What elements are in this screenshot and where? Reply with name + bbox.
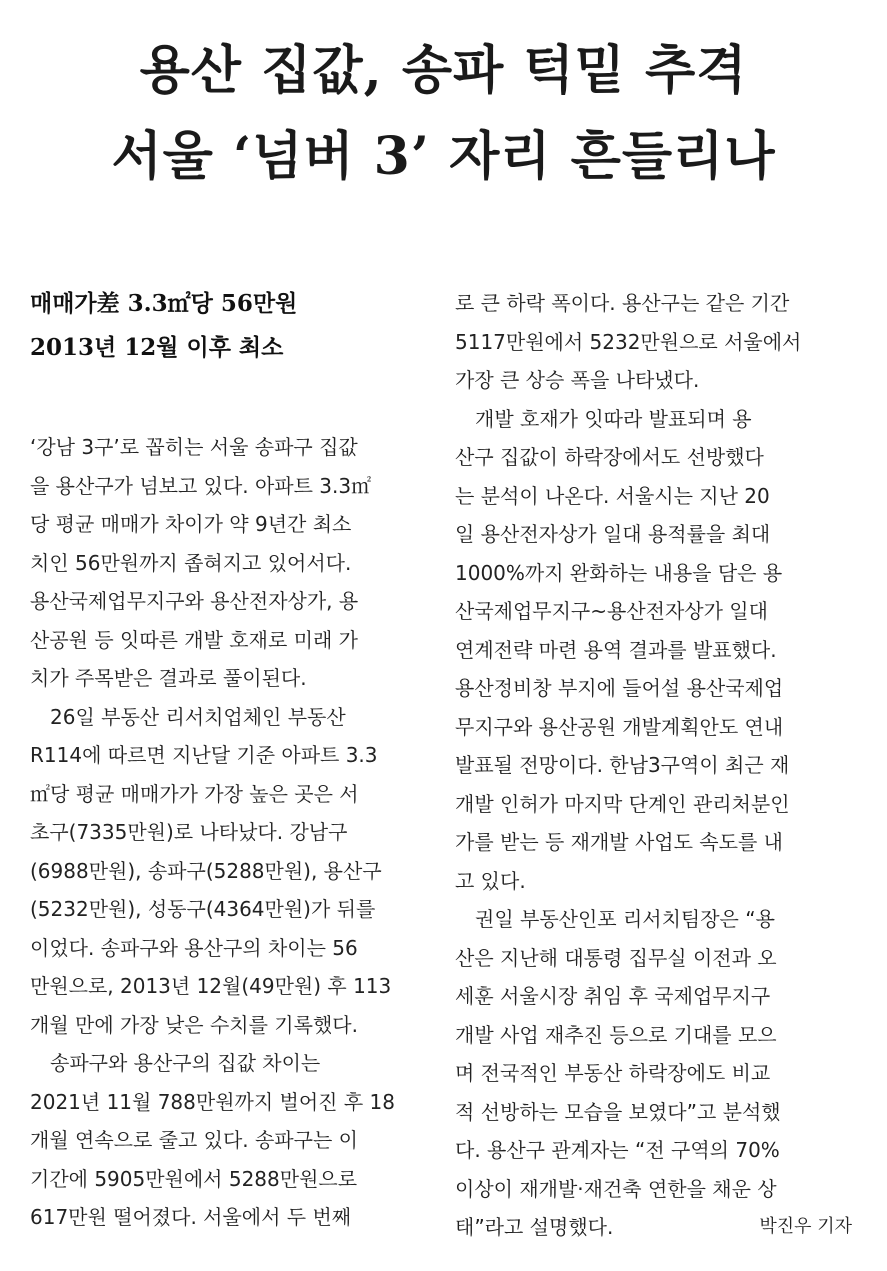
subheadline — [30, 282, 430, 370]
body-text-line: 만원으로, 2013년 12월(49만원) 후 113 — [30, 974, 392, 998]
body-text-line: 개발 호재가 잇따라 발표되며 용 — [455, 406, 752, 431]
left-column — [30, 282, 430, 1237]
body-text-line: 26일 부동산 리서치업체인 부동산 — [30, 704, 346, 729]
body-text-line: 이상이 재개발·재건축 연한을 채운 상 — [455, 1176, 777, 1201]
body-text-line: 초구(7335만원)로 나타났다. 강남구 — [30, 820, 348, 844]
body-text-line: 산은 지난해 대통령 집무실 이전과 오 — [455, 945, 777, 970]
body-text-line: 적 선방하는 모습을 보였다”고 분석했 — [455, 1099, 781, 1124]
body-text-line: 연계전략 마련 용역 결과를 발표했다. — [455, 637, 777, 662]
body-text-line: 산국제업무지구~용산전자상가 일대 — [455, 599, 768, 623]
body-text-line: (6988만원), 송파구(5288만원), 용산구 — [30, 858, 382, 883]
right-column-body — [455, 284, 860, 1208]
body-text-line: 며 전국적인 부동산 하락장에도 비교 — [455, 1061, 771, 1085]
body-text-line: 산구 집값이 하락장에서도 선방했다 — [455, 445, 764, 469]
body-text-line: 다. 용산구 관계자는 “전 구역의 70% — [455, 1138, 780, 1162]
body-text-line: 산공원 등 잇따른 개발 호재로 미래 가 — [30, 627, 358, 652]
body-text-line: 개월 연속으로 줄고 있다. 송파구는 이 — [30, 1128, 358, 1152]
left-column-body — [30, 428, 430, 1237]
body-text-line: ㎡당 평균 매매가가 가장 높은 곳은 서 — [30, 781, 359, 806]
body-text-line: 이었다. 송파구와 용산구의 차이는 56 — [30, 935, 358, 960]
body-text-line: (5232만원), 성동구(4364만원)가 뒤를 — [30, 897, 376, 921]
body-text-line: 권일 부동산인포 리서치팀장은 “용 — [455, 907, 775, 931]
body-text-line: R114에 따르면 지난달 기준 아파트 3.3 — [30, 743, 378, 767]
body-text-line: 1000%까지 완화하는 내용을 담은 용 — [455, 560, 783, 585]
body-text-line: ‘강남 3구’로 꼽히는 서울 송파구 집값 — [30, 435, 358, 459]
headline-line: 서울 ‘넘버 3’ 자리 흔들리나 — [111, 126, 776, 187]
closing-line — [455, 1208, 860, 1247]
body-text-line: 617만원 떨어졌다. 서울에서 두 번째 — [30, 1205, 352, 1229]
subheadline-line: 2013년 12월 이후 최소 — [30, 334, 284, 361]
headline-line: 용산 집값, 송파 턱밑 추격 — [139, 40, 748, 101]
last-line-text: 태”라고 설명했다. — [455, 1215, 614, 1239]
body-text-line: 는 분석이 나온다. 서울시는 지난 20 — [455, 483, 770, 508]
body-text-line: 세훈 서울시장 취임 후 국제업무지구 — [455, 984, 771, 1008]
body-text-line: 5117만원에서 5232만원으로 서울에서 — [455, 329, 802, 354]
byline: 박진우 기자 — [759, 1216, 852, 1237]
body-text-line: 치가 주목받은 결과로 풀이된다. — [30, 666, 307, 690]
headline — [0, 28, 887, 200]
body-text-line: 개발 사업 재추진 등으로 기대를 모으 — [455, 1022, 777, 1047]
body-text-line: 개발 인허가 마지막 단계인 관리처분인 — [455, 791, 790, 816]
body-text-line: 치인 56만원까지 좁혀지고 있어서다. — [30, 550, 352, 575]
body-text-line: 가를 받는 등 재개발 사업도 속도를 내 — [455, 830, 783, 854]
body-text-line: 당 평균 매매가 차이가 약 9년간 최소 — [30, 512, 352, 536]
right-column — [455, 284, 860, 1247]
body-text-line: 기간에 5905만원에서 5288만원으로 — [30, 1166, 358, 1191]
body-text-line: 발표될 전망이다. 한남3구역이 최근 재 — [455, 753, 790, 777]
body-text-line: 용산정비창 부지에 들어설 용산국제업 — [455, 676, 784, 700]
body-text-line: 송파구와 용산구의 집값 차이는 — [30, 1051, 321, 1075]
body-text-line: 을 용산구가 넘보고 있다. 아파트 3.3㎡ — [30, 473, 372, 498]
body-text-line: 용산국제업무지구와 용산전자상가, 용 — [30, 589, 359, 613]
body-text-line: 2021년 11월 788만원까지 벌어진 후 18 — [30, 1089, 395, 1114]
body-text-line: 가장 큰 상승 폭을 나타냈다. — [455, 368, 700, 392]
body-text-line: 일 용산전자상가 일대 용적률을 최대 — [455, 522, 771, 546]
body-text-line: 고 있다. — [455, 868, 526, 893]
body-text-line: 로 큰 하락 폭이다. 용산구는 같은 기간 — [455, 291, 790, 315]
subheadline-line: 매매가差 3.3㎡당 56만원 — [30, 290, 298, 317]
body-text-line: 개월 만에 가장 낮은 수치를 기록했다. — [30, 1012, 358, 1037]
body-text-line: 무지구와 용산공원 개발계획안도 연내 — [455, 714, 784, 739]
